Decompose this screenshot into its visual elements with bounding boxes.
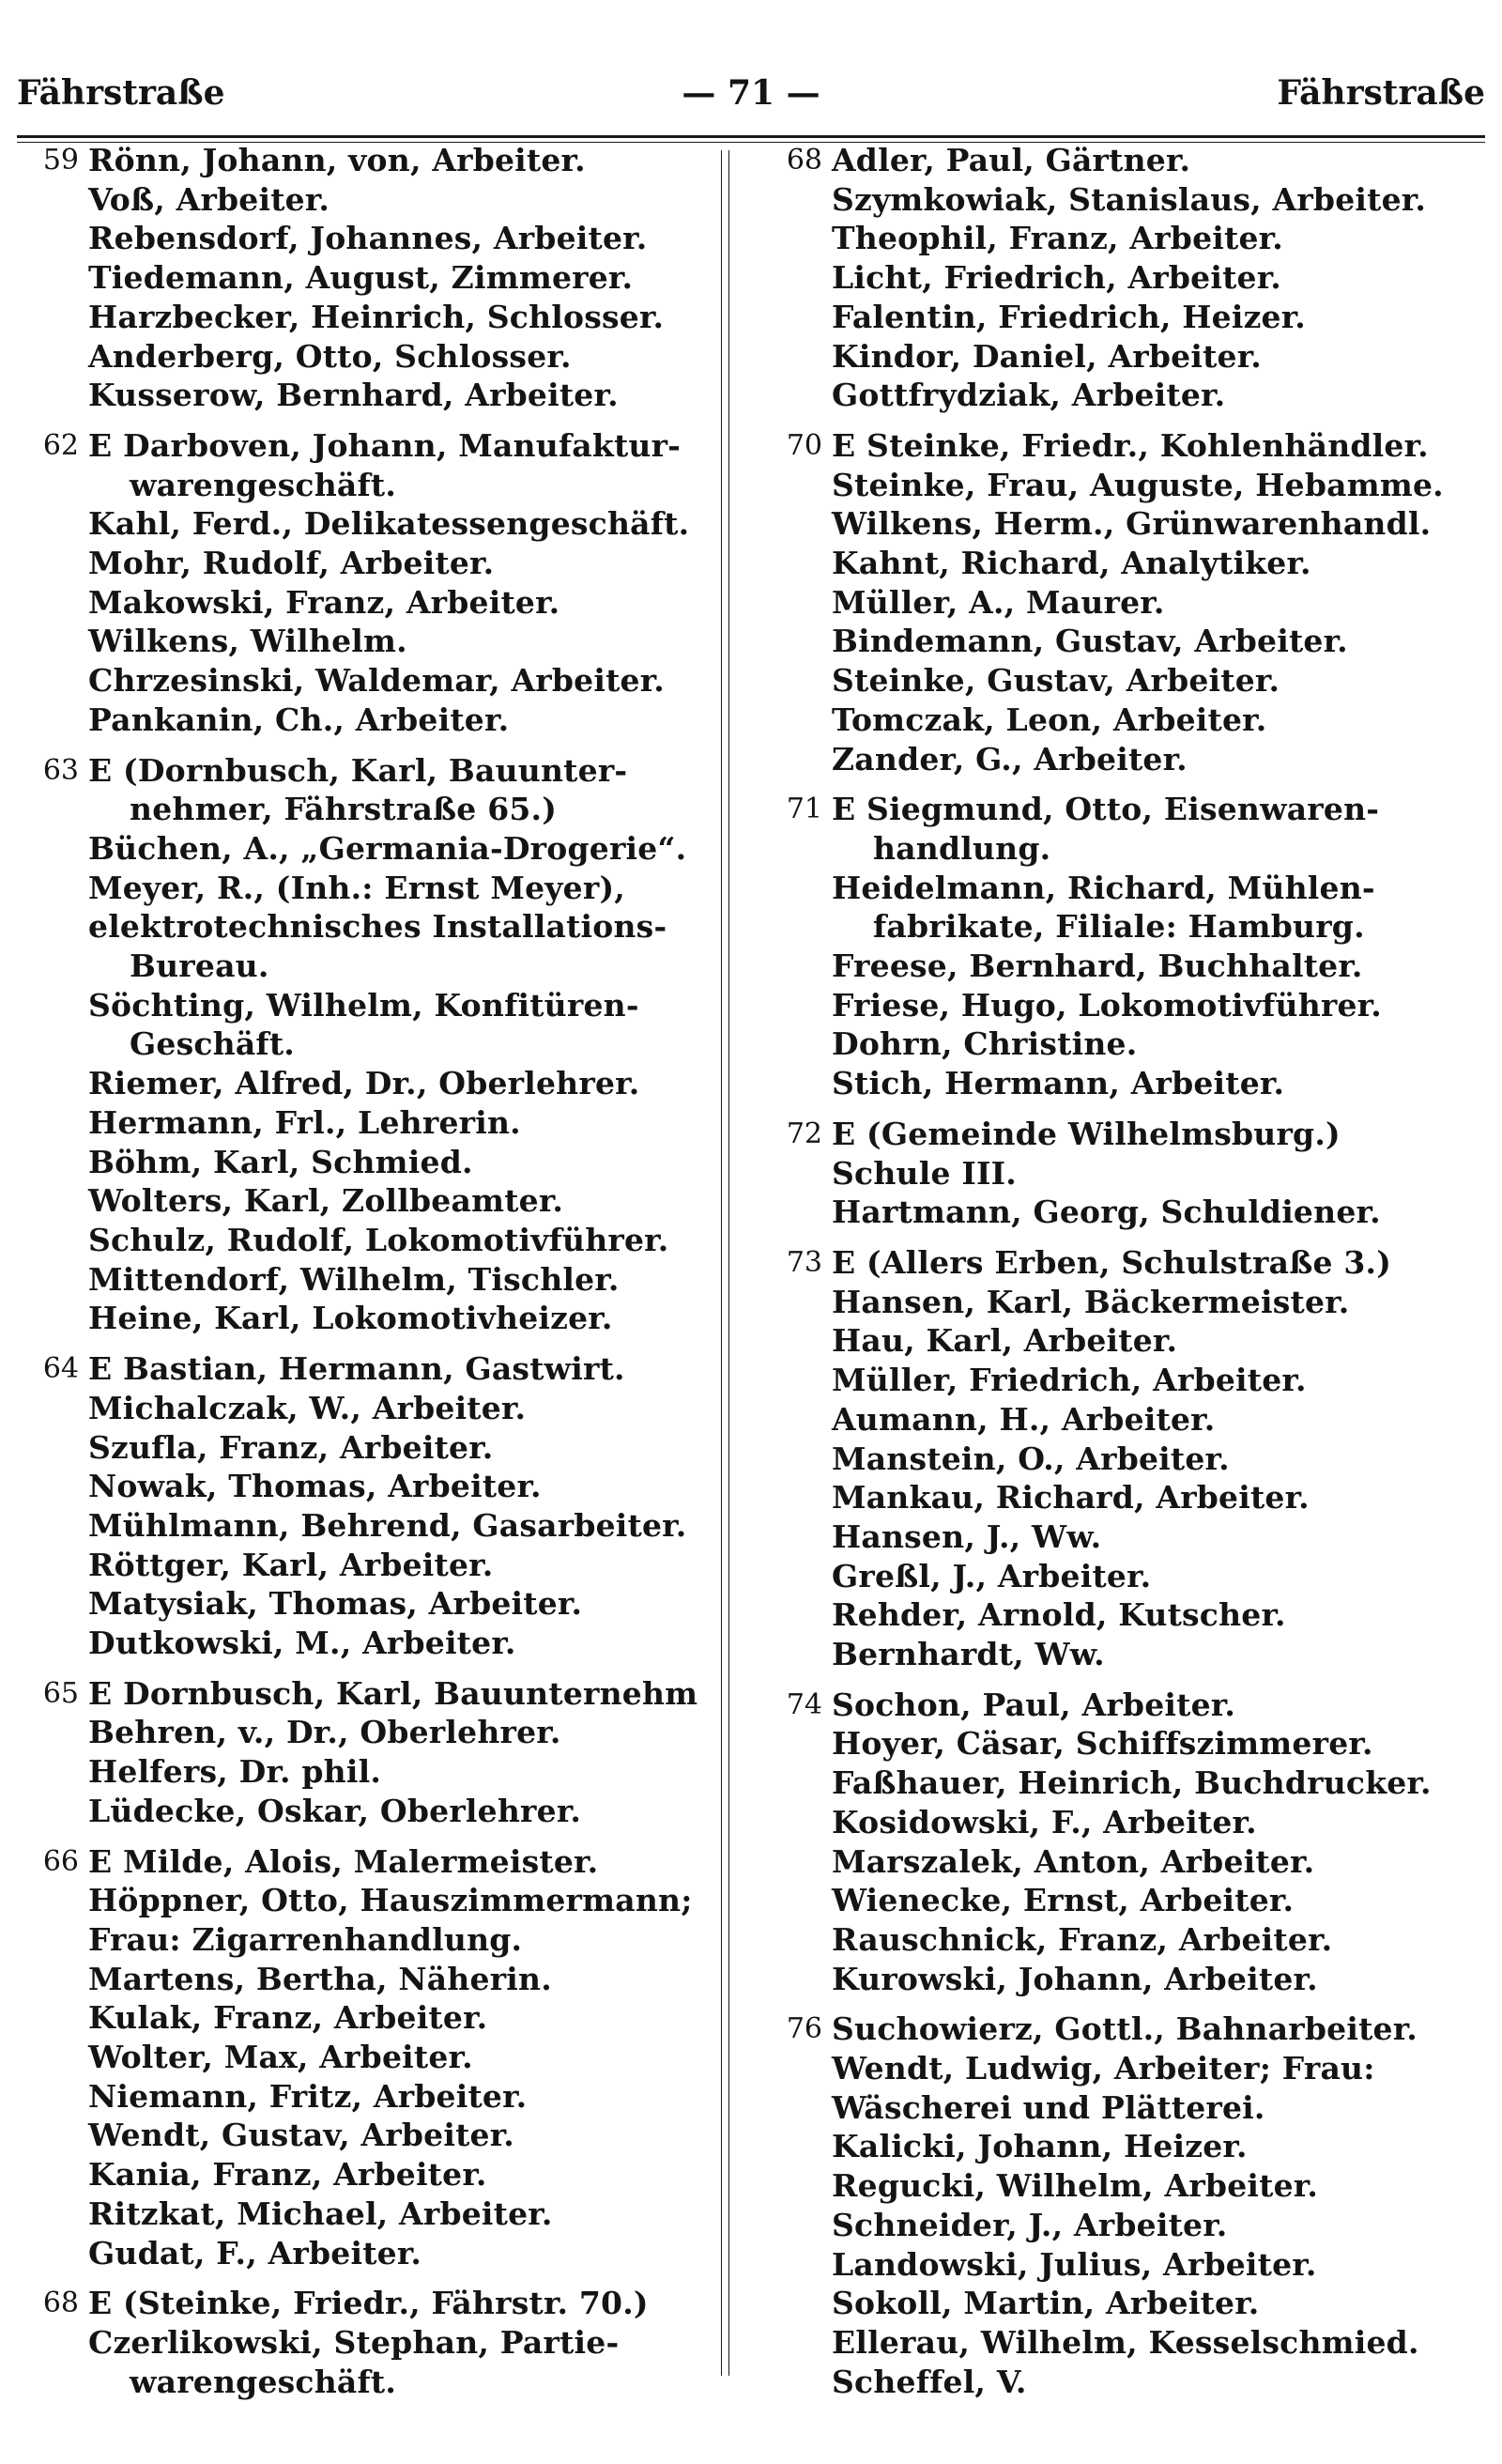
resident-line: Regucki, Wilhelm, Arbeiter. [832,2167,1319,2205]
resident-line: fabrikate, Filiale: Hamburg. [873,908,1365,946]
resident-line: Matysiak, Thomas, Arbeiter. [88,1585,583,1623]
resident-line: Kahnt, Richard, Analytiker. [832,545,1311,582]
resident-line: Mohr, Rudolf, Arbeiter. [88,545,495,582]
house-entry [760,1115,1483,1232]
resident-line: Martens, Bertha, Näherin. [88,1960,552,1997]
resident-line: E Steinke, Friedr., Kohlenhändler. [832,426,1429,464]
resident-line: Chrzesinski, Waldemar, Arbeiter. [88,662,665,700]
resident-line: handlung. [873,829,1051,867]
resident-line: Kalicki, Johann, Heizer. [832,2128,1248,2165]
resident-line: Kurowski, Johann, Arbeiter. [832,1960,1318,1997]
resident-line: Mittendorf, Wilhelm, Tischler. [88,1260,620,1298]
resident-list [832,2010,1483,2401]
resident-line: Marszalek, Anton, Arbeiter. [832,1842,1315,1880]
resident-line: Theophil, Franz, Arbeiter. [832,220,1283,257]
resident-line: Wolter, Max, Arbeiter. [88,2039,473,2076]
resident-line: Böhm, Karl, Schmied. [88,1143,473,1180]
resident-line: Hermann, Frl., Lehrerin. [88,1103,521,1141]
resident-line: Gudat, F., Arbeiter. [88,2234,422,2272]
resident-line: Wienecke, Ernst, Arbeiter. [832,1882,1295,1919]
resident-list [832,426,1483,778]
resident-line: Dohrn, Christine. [832,1025,1138,1063]
resident-line: Faßhauer, Heinrich, Buchdrucker. [832,1764,1432,1802]
resident-line: Sokoll, Martin, Arbeiter. [832,2285,1260,2322]
resident-line: Schulz, Rudolf, Lokomotivführer. [88,1221,669,1258]
resident-line: Landowski, Julius, Arbeiter. [832,2245,1317,2283]
resident-line: Müller, A., Maurer. [832,583,1165,621]
resident-line: Scheffel, V. [832,2363,1027,2400]
resident-line: Szufla, Franz, Arbeiter. [88,1428,494,1466]
right-column [760,141,1483,2401]
house-number: 70 [786,428,822,462]
resident-list [832,1115,1483,1232]
resident-line: Manstein, O., Arbeiter. [832,1440,1230,1477]
resident-line: Heine, Karl, Lokomotivheizer. [88,1300,613,1337]
resident-line: Stich, Hermann, Arbeiter. [832,1065,1285,1102]
house-number: 68 [786,144,822,177]
resident-line: Rauschnick, Franz, Arbeiter. [832,1920,1333,1958]
resident-line: Szymkowiak, Stanislaus, Arbeiter. [832,180,1427,218]
house-number: 63 [42,753,79,787]
left-column [17,141,712,2401]
resident-line: Frau: Zigarrenhandlung. [88,1920,523,1958]
resident-line: Wendt, Gustav, Arbeiter. [88,2117,514,2154]
resident-line: Anderberg, Otto, Schlosser. [88,337,572,375]
resident-line: Meyer, R., (Inh.: Ernst Meyer), [88,869,625,906]
house-entry [17,751,712,1339]
resident-line: Söchting, Wilhelm, Konfitüren- [88,986,639,1024]
resident-list [88,141,712,415]
resident-line: warengeschäft. [130,2363,397,2400]
page-number: — 71 — [682,73,820,113]
resident-line: Voß, Arbeiter. [88,180,330,218]
resident-line: warengeschäft. [130,466,397,503]
page-header [17,73,1485,126]
house-entry [17,2284,712,2401]
resident-line: Heidelmann, Richard, Mühlen- [832,869,1375,906]
resident-line: Kosidowski, F., Arbeiter. [832,1803,1257,1840]
resident-line: Schneider, J., Arbeiter. [832,2206,1228,2243]
resident-line: E Darboven, Johann, Manufaktur- [88,426,682,464]
house-number: 72 [786,1116,822,1150]
resident-line: Wäscherei und Plätterei. [832,2088,1265,2126]
resident-line: Wilkens, Wilhelm. [88,623,407,660]
resident-line: Höppner, Otto, Hauszimmermann; [88,1882,693,1919]
resident-line: Geschäft. [130,1025,295,1063]
resident-line: Tomczak, Leon, Arbeiter. [832,701,1267,738]
resident-line: Friese, Hugo, Lokomotivführer. [832,986,1382,1024]
resident-line: Bindemann, Gustav, Arbeiter. [832,623,1348,660]
resident-list [88,2284,712,2401]
resident-line: Steinke, Gustav, Arbeiter. [832,662,1280,700]
house-number: 73 [786,1245,822,1279]
resident-line: Riemer, Alfred, Dr., Oberlehrer. [88,1065,640,1102]
resident-line: Niemann, Fritz, Arbeiter. [88,2077,528,2115]
house-entry [760,426,1483,778]
resident-line: E (Steinke, Friedr., Fährstr. 70.) [88,2285,649,2322]
resident-line: Dutkowski, M., Arbeiter. [88,1625,516,1662]
resident-line: Behren, v., Dr., Oberlehrer. [88,1714,561,1751]
column-divider [721,150,729,2376]
resident-line: Kusserow, Bernhard, Arbeiter. [88,377,619,414]
resident-line: Bernhardt, Ww. [832,1636,1105,1673]
resident-line: Kulak, Franz, Arbeiter. [88,1999,488,2037]
resident-list [832,1243,1483,1674]
house-number: 68 [42,2287,79,2320]
resident-line: Bureau. [130,947,269,985]
resident-line: Michalczak, W., Arbeiter. [88,1389,527,1426]
resident-line: E Dornbusch, Karl, Bauunternehm [88,1674,698,1712]
resident-line: Rebensdorf, Johannes, Arbeiter. [88,220,648,257]
resident-list [88,426,712,740]
resident-line: Schule III. [832,1154,1017,1192]
resident-line: E Milde, Alois, Malermeister. [88,1842,599,1880]
resident-list [832,790,1483,1103]
resident-list [88,751,712,1339]
house-entry [760,1686,1483,1999]
resident-line: Wendt, Ludwig, Arbeiter; Frau: [832,2050,1375,2087]
resident-list [88,1674,712,1831]
resident-line: Ellerau, Wilhelm, Kesselschmied. [832,2323,1419,2361]
resident-line: Suchowierz, Gottl., Bahnarbeiter. [832,2010,1418,2048]
house-number: 64 [42,1352,79,1386]
street-heading-right: Fährstraße [1277,73,1485,113]
resident-line: E (Allers Erben, Schulstraße 3.) [832,1243,1392,1281]
resident-line: elektrotechnisches Installations- [88,908,667,946]
resident-line: nehmer, Fährstraße 65.) [130,791,558,828]
resident-line: Falentin, Friedrich, Heizer. [832,298,1306,335]
header-rule [17,135,1485,138]
resident-line: Büchen, A., „Germania-Drogerie“. [88,829,687,867]
resident-line: Rönn, Johann, von, Arbeiter. [88,142,586,178]
resident-line: E Siegmund, Otto, Eisenwaren- [832,791,1380,828]
house-number: 65 [42,1676,79,1710]
house-number: 62 [42,428,79,462]
resident-line: Freese, Bernhard, Buchhalter. [832,947,1363,985]
resident-line: Wolters, Karl, Zollbeamter. [88,1182,564,1220]
resident-line: Hansen, J., Ww. [832,1517,1102,1555]
resident-line: Steinke, Frau, Auguste, Hebamme. [832,466,1444,503]
house-number: 66 [42,1844,79,1878]
resident-line: Müller, Friedrich, Arbeiter. [832,1362,1307,1399]
resident-line: E (Dornbusch, Karl, Bauunter- [88,751,628,789]
resident-line: E (Gemeinde Wilhelmsburg.) [832,1115,1341,1152]
resident-line: Sochon, Paul, Arbeiter. [832,1686,1236,1723]
resident-line: Gottfrydziak, Arbeiter. [832,377,1226,414]
resident-list [88,1842,712,2273]
resident-line: Mühlmann, Behrend, Gasarbeiter. [88,1506,687,1544]
resident-line: Licht, Friedrich, Arbeiter. [832,259,1281,297]
house-number: 74 [786,1687,822,1721]
house-entry [17,141,712,415]
resident-line: Harzbecker, Heinrich, Schlosser. [88,298,665,335]
resident-list [832,1686,1483,1999]
resident-line: Kindor, Daniel, Arbeiter. [832,337,1262,375]
resident-line: Aumann, H., Arbeiter. [832,1400,1216,1438]
house-number: 71 [786,793,822,826]
resident-line: Lüdecke, Oskar, Oberlehrer. [88,1792,582,1829]
resident-line: Tiedemann, August, Zimmerer. [88,259,634,297]
resident-line: Greßl, J., Arbeiter. [832,1557,1152,1594]
resident-line: Hoyer, Cäsar, Schiffszimmerer. [832,1725,1373,1763]
resident-line: Zander, G., Arbeiter. [832,740,1188,778]
resident-line: Rehder, Arnold, Kutscher. [832,1596,1286,1634]
resident-line: Adler, Paul, Gärtner. [832,142,1191,178]
house-entry [17,426,712,740]
resident-line: Czerlikowski, Stephan, Partie- [88,2323,620,2361]
resident-line: Nowak, Thomas, Arbeiter. [88,1468,542,1505]
house-entry [17,1349,712,1663]
house-number: 59 [42,144,79,177]
resident-line: Mankau, Richard, Arbeiter. [832,1479,1310,1517]
house-entry [760,790,1483,1103]
house-entry [760,2010,1483,2401]
resident-line: Makowski, Franz, Arbeiter. [88,583,560,621]
resident-line: Ritzkat, Michael, Arbeiter. [88,2194,553,2232]
resident-list [832,141,1483,415]
house-number: 76 [786,2012,822,2046]
resident-line: Hau, Karl, Arbeiter. [832,1322,1178,1360]
house-entry [760,141,1483,415]
resident-line: Hartmann, Georg, Schuldiener. [832,1194,1381,1231]
street-heading-left: Fährstraße [17,73,225,113]
resident-line: Pankanin, Ch., Arbeiter. [88,701,510,738]
resident-line: Wilkens, Herm., Grünwarenhandl. [832,505,1432,543]
resident-list [88,1349,712,1663]
house-entry [17,1674,712,1831]
resident-line: Röttger, Karl, Arbeiter. [88,1546,494,1583]
house-entry [760,1243,1483,1674]
resident-line: Helfers, Dr. phil. [88,1753,382,1791]
house-entry [17,1842,712,2273]
resident-line: E Bastian, Hermann, Gastwirt. [88,1350,625,1388]
resident-line: Kahl, Ferd., Delikatessengeschäft. [88,505,690,543]
resident-line: Hansen, Karl, Bäckermeister. [832,1283,1350,1320]
resident-line: Kania, Franz, Arbeiter. [88,2156,487,2194]
